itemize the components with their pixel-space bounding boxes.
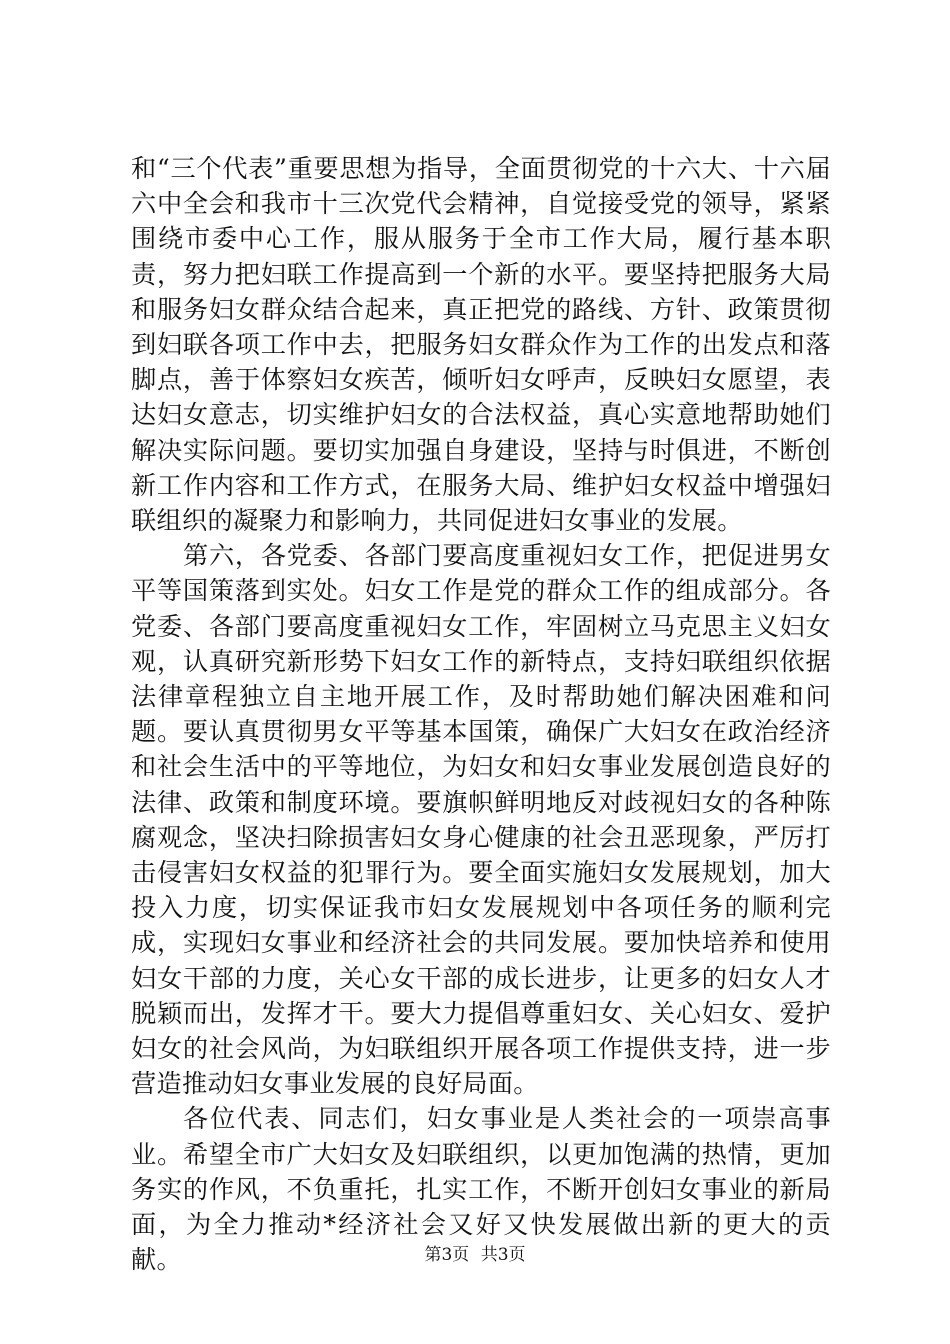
paragraph-closing: 各位代表、同志们，妇女事业是人类社会的一项崇高事业。希望全市广大妇女及妇联组织，以更加饱满的热情，更加务实的作风，不负重托，扎实工作，不断开创妇女事业的新局面，为全力推动*经济社会又好又快发展做出新的更大的贡献。 bbox=[131, 1104, 831, 1275]
paragraph-continuation: 和“三个代表”重要思想为指导，全面贯彻党的十六大、十六届六中全会和我市十三次党代会精神，自觉接受党的领导，紧紧围绕市委中心工作，服从服务于全市工作大局，履行基本职责，努力把妇联工作提高到一个新的水平。要坚持把服务大局和服务妇女群众结合起来，真正把党的路线、方针、政策贯彻到妇联各项工作中去，把服务妇女群众作为工作的出发点和落脚点，善于体察妇女疾苦，倾听妇女呼声，反映妇女愿望，表达妇女意志，切实维护妇女的合法权益，真心实意地帮助她们解决实际问题。要切实加强自身建设，坚持与时俱进，不断创新工作内容和工作方式，在服务大局、维护妇女权益中增强妇联组织的凝聚力和影响力，共同促进妇女事业的发展。 bbox=[131, 154, 831, 536]
page-footer bbox=[0, 1244, 950, 1266]
page-number: 第3页 bbox=[424, 1245, 470, 1265]
paragraph-sixth-point: 第六，各党委、各部门要高度重视妇女工作，把促进男女平等国策落到实处。妇女工作是党的群众工作的组成部分。各党委、各部门要高度重视妇女工作，牢固树立马克思主义妇女观，认真研究新形势下妇女工作的新特点，支持妇联组织依据法律章程独立自主地开展工作，及时帮助她们解决困难和问题。要认真贯彻男女平等基本国策，确保广大妇女在政治经济和社会生活中的平等地位，为妇女和妇女事业发展创造良好的法律、政策和制度环境。要旗帜鲜明地反对歧视妇女的各种陈腐观念，坚决扫除损害妇女身心健康的社会丑恶现象，严厉打击侵害妇女权益的犯罪行为。要全面实施妇女发展规划，加大投入力度，切实保证我市妇女发展规划中各项任务的顺利完成，实现妇女事业和经济社会的共同发展。要加快培养和使用妇女干部的力度，关心女干部的成长进步，让更多的妇女人才脱颖而出，发挥才干。要大力提倡尊重妇女、关心妇女、爱护妇女的社会风尚，为妇联组织开展各项工作提供支持，进一步营造推动妇女事业发展的良好局面。 bbox=[131, 541, 831, 1099]
page-total: 共3页 bbox=[480, 1245, 526, 1265]
document-body bbox=[131, 151, 831, 1278]
